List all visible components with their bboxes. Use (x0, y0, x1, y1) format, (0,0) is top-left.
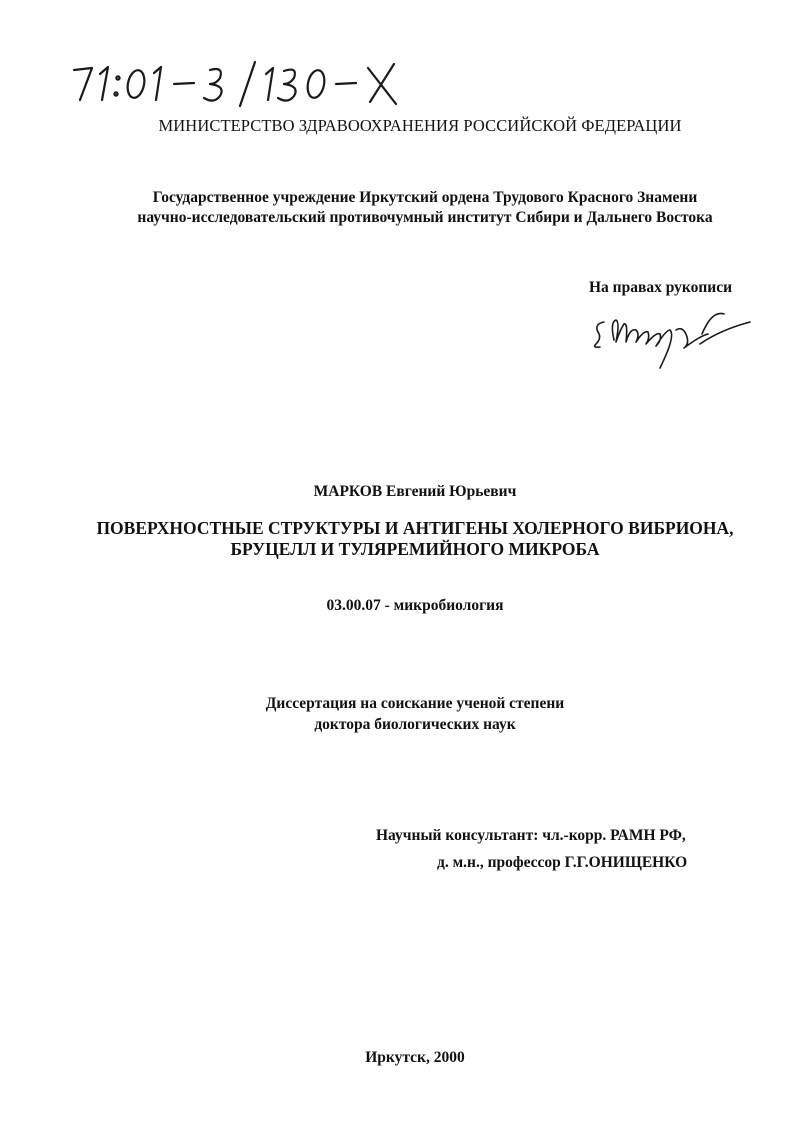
consultant-line-1: Научный консультант: чл.-корр. РАМН РФ, (376, 827, 686, 844)
title-line-2: БРУЦЕЛЛ И ТУЛЯРЕМИЙНОГО МИКРОБА (230, 539, 600, 559)
institution-name (0, 188, 793, 228)
institution-line-1: Государственное учреждение Иркутский ордена Трудового Красного Знамени (152, 189, 698, 206)
consultant-line-2: д. м.н., профессор Г.Г.ОНИЩЕНКО (437, 854, 688, 871)
degree-line-2: доктора биологических наук (314, 716, 516, 733)
degree-line-1: Диссертация на соискание ученой степени (265, 695, 565, 712)
specialty-code: 03.00.07 - микробиология (326, 597, 504, 614)
author-signature (590, 300, 760, 375)
ministry-heading: МИНИСТЕРСТВО ЗДРАВООХРАНЕНИЯ РОССИЙСКОЙ ФЕДЕРАЦИИ (158, 116, 682, 135)
dissertation-title (0, 518, 793, 560)
manuscript-rights-label: На правах рукописи (589, 279, 733, 296)
institution-line-2: научно-исследовательский противочумный институт Сибири и Дальнего Востока (137, 209, 713, 226)
dissertation-degree (0, 693, 793, 735)
author-name: МАРКОВ Евгений Юрьевич (313, 483, 517, 500)
archive-number-handwritten (70, 58, 420, 108)
place-and-year: Иркутск, 2000 (365, 1049, 465, 1066)
title-line-1: ПОВЕРХНОСТНЫЕ СТРУКТУРЫ И АНТИГЕНЫ ХОЛЕРНОГО ВИБРИОНА, (96, 518, 734, 538)
